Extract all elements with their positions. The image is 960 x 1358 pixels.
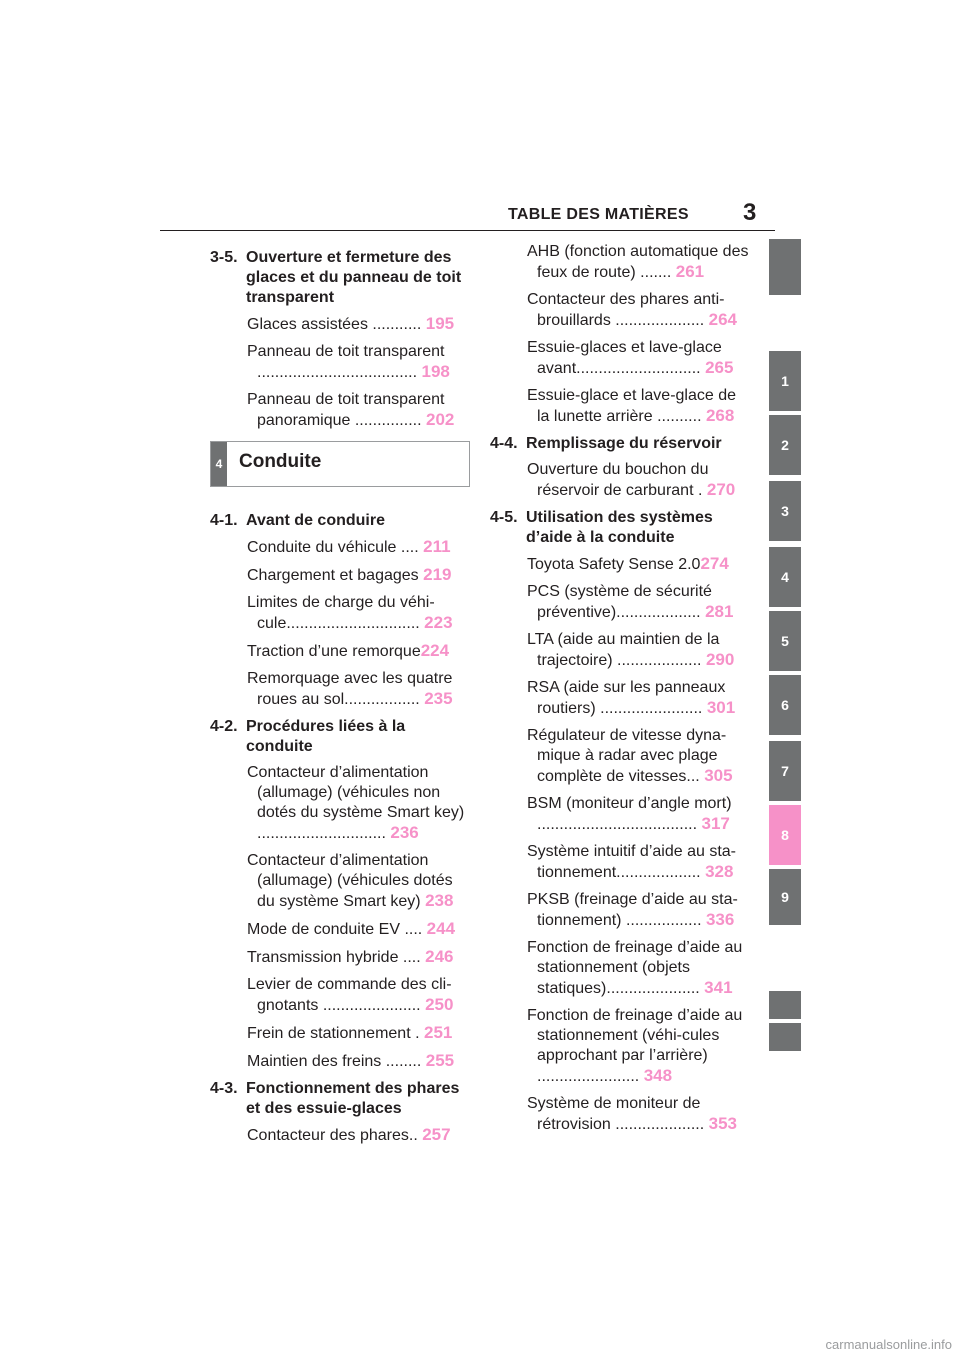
watermark: carmanualsonline.info (825, 1337, 952, 1352)
page-link: 341 (704, 978, 733, 997)
toc-column-right (490, 242, 750, 1142)
toc-entry[interactable]: Système intuitif d’aide au sta-tionnement................... 328 (527, 843, 736, 881)
page-link: 348 (643, 1066, 673, 1085)
page-link: 305 (704, 766, 733, 785)
page-number: 3 (743, 199, 757, 226)
page-link: 244 (426, 919, 456, 938)
page-link: 264 (708, 310, 737, 329)
chapter-tab-7[interactable]: 7 (769, 741, 801, 801)
toc-entry[interactable]: Conduite du véhicule .... 211 (247, 537, 451, 556)
chapter-title: Conduite (239, 451, 322, 472)
toc-entry[interactable]: Ouverture du bouchon du réservoir de carburant . 270 (527, 461, 736, 499)
page-link: 270 (706, 480, 736, 499)
section-heading[interactable]: 4-1. Avant de conduire (210, 512, 385, 529)
page-link: 317 (701, 814, 730, 833)
toc-entry[interactable]: Transmission hybride .... 246 (247, 947, 454, 966)
page-link: 223 (424, 613, 453, 632)
page-link: 255 (425, 1051, 455, 1070)
chapter-tab-3[interactable]: 3 (769, 481, 801, 541)
page-link: 238 (425, 891, 454, 910)
chapter-tab-blank[interactable] (769, 1023, 801, 1051)
toc-entry[interactable]: Glaces assistées ........... 195 (247, 314, 455, 333)
toc-entry[interactable]: Contacteur des phares anti-brouillards .................... 264 (527, 291, 737, 329)
page-link: 235 (424, 689, 453, 708)
toc-entry[interactable]: Mode de conduite EV .... 244 (247, 919, 456, 938)
chapter-tab-5[interactable]: 5 (769, 611, 801, 671)
toc-entry[interactable]: AHB (fonction automatique des feux de route) ....... 261 (527, 243, 749, 281)
page-link: 268 (705, 406, 735, 425)
page-link: 224 (420, 641, 450, 660)
page-link: 251 (424, 1023, 453, 1042)
toc-entry[interactable]: Contacteur d’alimentation (allumage) (véhicules non dotés du système Smart key) ............................. 236 (247, 764, 465, 842)
page-link: 328 (705, 862, 734, 881)
toc-entry[interactable]: Contacteur d’alimentation (allumage) (véhicules dotés du système Smart key) 238 (247, 852, 454, 910)
header-divider (160, 230, 775, 231)
page-link: 290 (705, 650, 735, 669)
toc-entry[interactable]: Fonction de freinage d’aide au stationnement (véhi-cules approchant par l’arrière) ....................... 348 (527, 1007, 743, 1085)
page-link: 257 (422, 1125, 451, 1144)
toc-entry[interactable]: Levier de commande des cli-gnotants ...................... 250 (247, 976, 454, 1014)
page-link: 211 (423, 537, 451, 556)
toc-entry[interactable]: Fonction de freinage d’aide au stationnement (objets statiques)..................... 341 (527, 939, 743, 997)
page-link: 236 (390, 823, 419, 842)
chapter-tab-6[interactable]: 6 (769, 675, 801, 735)
page-link: 281 (705, 602, 734, 621)
section-heading[interactable]: 4-3. Fonctionnement des phares et des essuie-glaces (210, 1080, 460, 1117)
toc-entry[interactable]: Toyota Safety Sense 2.0274 (527, 554, 729, 573)
toc-entry[interactable]: Maintien des freins ........ 255 (247, 1051, 455, 1070)
section-heading[interactable]: 4-4. Remplissage du réservoir (490, 435, 722, 452)
toc-entry[interactable]: Panneau de toit transparent panoramique ............... 202 (247, 391, 455, 429)
chapter-tab-4[interactable]: 4 (769, 547, 801, 607)
toc-entry[interactable]: RSA (aide sur les panneaux routiers) ....................... 301 (527, 679, 736, 717)
chapter-tab-blank[interactable] (769, 239, 801, 295)
section-heading[interactable]: 3-5. Ouverture et fermeture des glaces et du panneau de toit transparent (210, 249, 462, 306)
toc-entry[interactable]: Essuie-glaces et lave-glace avant............................ 265 (527, 339, 734, 377)
chapter-tab-8[interactable]: 8 (769, 805, 801, 865)
toc-entry[interactable]: Chargement et bagages 219 (247, 565, 452, 584)
page-link: 219 (423, 565, 452, 584)
page-link: 202 (425, 410, 455, 429)
chapter-tab-1[interactable]: 1 (769, 351, 801, 411)
toc-entry[interactable]: Limites de charge du véhi-cule.............................. 223 (247, 594, 453, 632)
chapter-heading[interactable] (210, 441, 470, 487)
toc-entry[interactable]: Essuie-glace et lave-glace de la lunette arrière .......... 268 (527, 387, 737, 425)
toc-column-left (210, 242, 470, 1153)
toc-entry[interactable]: Traction d’une remorque224 (247, 641, 450, 660)
toc-entry[interactable]: BSM (moniteur d’angle mort) .................................... 317 (527, 795, 732, 833)
page-link: 195 (425, 314, 455, 333)
page-link: 246 (425, 947, 454, 966)
toc-entry[interactable]: Régulateur de vitesse dyna-mique à radar avec plage complète de vitesses... 305 (527, 727, 733, 785)
toc-entry[interactable]: PKSB (freinage d’aide au sta-tionnement) ................. 336 (527, 891, 738, 929)
toc-entry[interactable]: LTA (aide au maintien de la trajectoire) ................... 290 (527, 631, 735, 669)
toc-entry[interactable]: Frein de stationnement . 251 (247, 1023, 453, 1042)
chapter-tab-2[interactable]: 2 (769, 415, 801, 475)
chapter-tab-9[interactable]: 9 (769, 869, 801, 925)
page-link: 336 (705, 910, 735, 929)
chapter-number: 4 (211, 442, 227, 486)
page-link: 274 (700, 554, 729, 573)
toc-entry[interactable]: Remorquage avec les quatre roues au sol................. 235 (247, 670, 453, 708)
toc-entry[interactable]: PCS (système de sécurité préventive)................... 281 (527, 583, 734, 621)
toc-entry[interactable]: Panneau de toit transparent .................................... 198 (247, 343, 450, 381)
page-link: 301 (706, 698, 736, 717)
page-link: 198 (421, 362, 450, 381)
page-link: 261 (675, 262, 705, 281)
page-link: 250 (425, 995, 454, 1014)
section-heading[interactable]: 4-2. Procédures liées à la conduite (210, 718, 406, 755)
toc-entry[interactable]: Système de moniteur de rétrovision .................... 353 (527, 1095, 737, 1133)
header-title: TABLE DES MATIÈRES (508, 206, 689, 223)
toc-entry[interactable]: Contacteur des phares.. 257 (247, 1125, 451, 1144)
page-link: 265 (705, 358, 734, 377)
section-heading[interactable]: 4-5. Utilisation des systèmes d’aide à la conduite (490, 509, 713, 546)
page-link: 353 (708, 1114, 737, 1133)
chapter-tab-blank[interactable] (769, 991, 801, 1019)
